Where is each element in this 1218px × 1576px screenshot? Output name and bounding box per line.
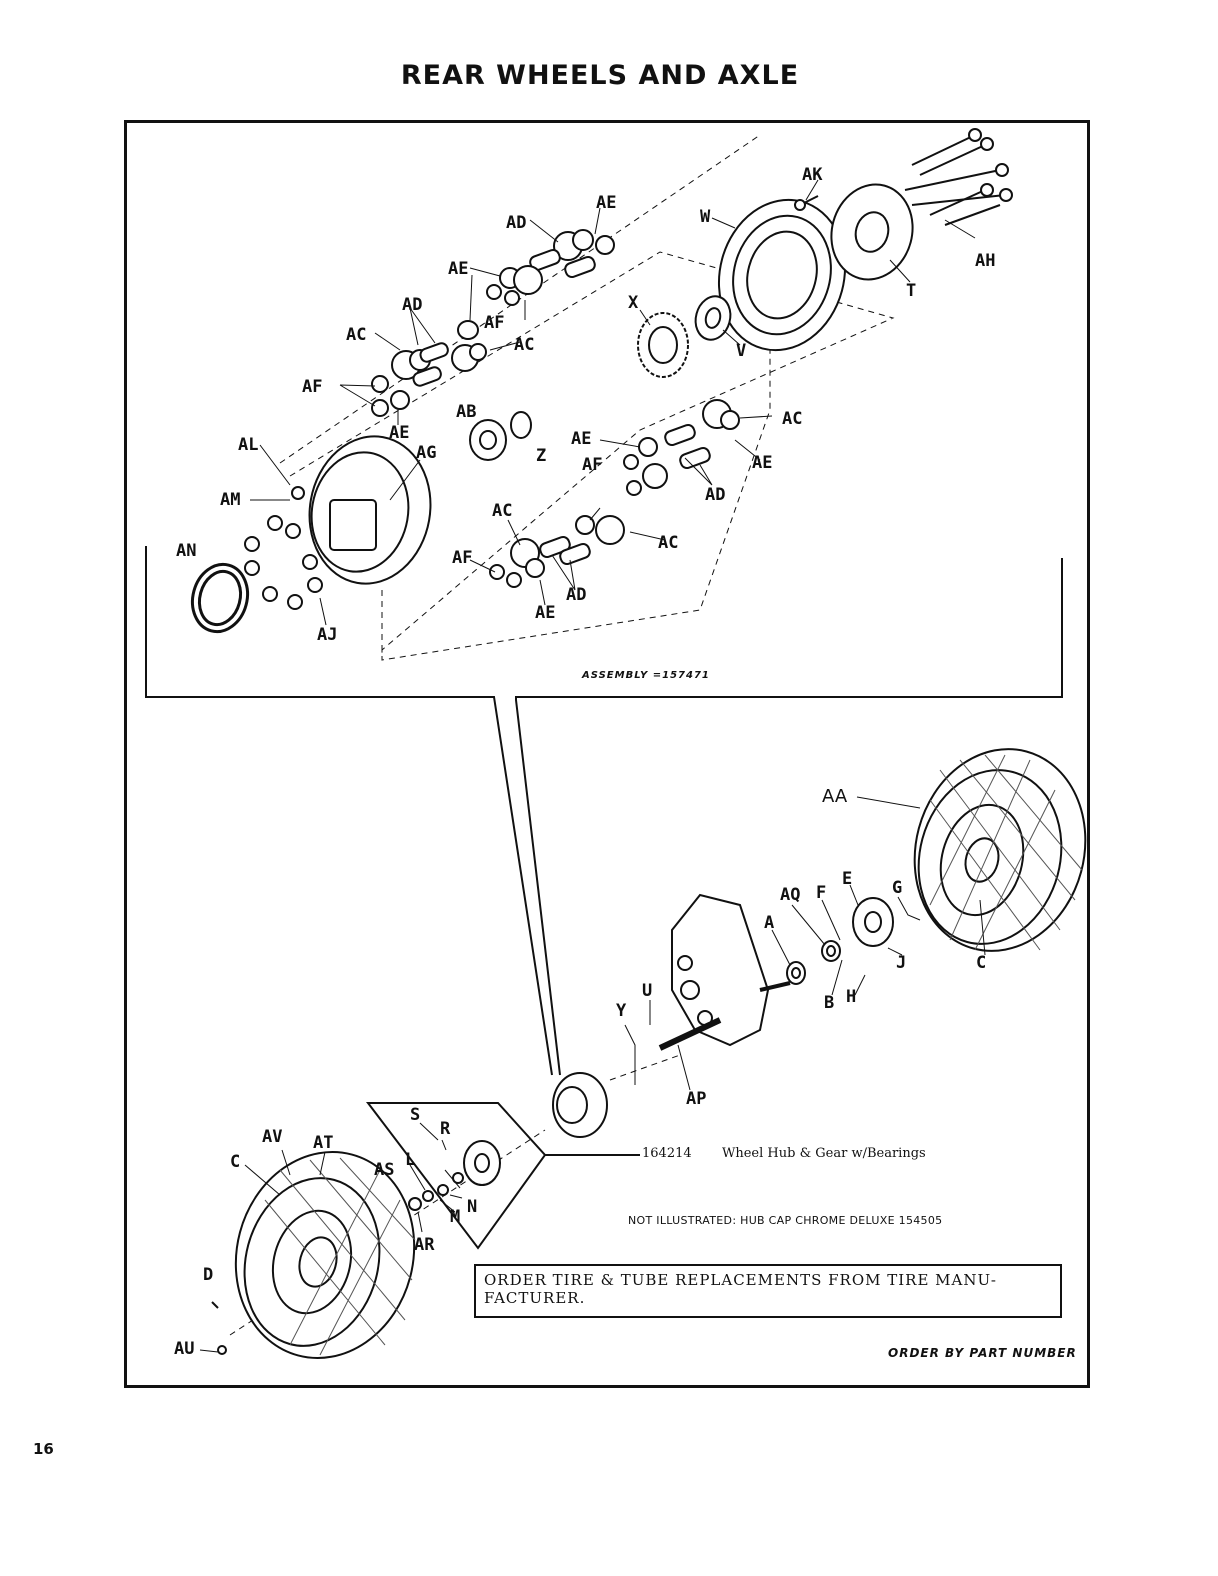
- label-af: AF: [452, 548, 473, 568]
- label-s: S: [410, 1105, 421, 1125]
- label-ac: AC: [782, 409, 803, 429]
- ring-z: [511, 412, 531, 438]
- washer-a: [787, 962, 805, 984]
- label-ap: AP: [686, 1089, 707, 1109]
- label-ac: AC: [492, 501, 513, 521]
- label-l: L: [405, 1150, 416, 1170]
- label-ae: AE: [535, 603, 556, 623]
- page-number: 16: [33, 1440, 54, 1458]
- label-f: F: [816, 883, 827, 903]
- wheel-hub-164214: [553, 1073, 607, 1137]
- order-by-note: ORDER BY PART NUMBER: [888, 1346, 1077, 1360]
- label-aj: AJ: [317, 625, 338, 645]
- label-c: C: [230, 1152, 241, 1172]
- label-ae: AE: [752, 453, 773, 473]
- tire-replacement-notice: ORDER TIRE & TUBE REPLACEMENTS FROM TIRE MANU-FACTURER.: [474, 1264, 1062, 1318]
- label-ae: AE: [448, 259, 469, 279]
- label-z: Z: [536, 446, 547, 466]
- label-ad: AD: [705, 485, 726, 505]
- label-b: B: [824, 993, 835, 1013]
- label-ac: AC: [658, 533, 679, 553]
- label-m: M: [450, 1207, 461, 1227]
- hub-e: [853, 898, 893, 946]
- page-title: REAR WHEELS AND AXLE: [400, 60, 800, 91]
- label-as: AS: [374, 1160, 395, 1180]
- label-d: D: [203, 1265, 214, 1285]
- assembly-label: ASSEMBLY =157471: [582, 670, 710, 681]
- label-av: AV: [262, 1127, 283, 1147]
- planet-gears-lower: [490, 400, 739, 587]
- label-aa: AA: [822, 786, 848, 807]
- not-illustrated-note: NOT ILLUSTRATED: HUB CAP CHROME DELUXE 154505: [628, 1214, 943, 1227]
- label-af: AF: [484, 313, 505, 333]
- label-ak: AK: [802, 165, 823, 185]
- washer-ab: [470, 420, 506, 460]
- label-h: H: [846, 987, 857, 1007]
- label-ae: AE: [389, 423, 410, 443]
- label-r: R: [440, 1119, 451, 1139]
- bolts-ah: [905, 129, 1012, 225]
- label-ar: AR: [414, 1235, 435, 1255]
- label-x: X: [628, 293, 639, 313]
- label-u: U: [642, 981, 653, 1001]
- label-n: N: [467, 1197, 478, 1217]
- label-au: AU: [174, 1339, 195, 1359]
- label-af: AF: [582, 455, 603, 475]
- hub-part-number: 164214: [642, 1146, 692, 1161]
- label-v: V: [736, 341, 747, 361]
- label-a: A: [764, 913, 775, 933]
- label-t: T: [906, 281, 917, 301]
- label-ac: AC: [346, 325, 367, 345]
- label-ac: AC: [514, 335, 535, 355]
- label-g: G: [892, 878, 903, 898]
- label-w: W: [700, 207, 711, 227]
- label-ae: AE: [596, 193, 617, 213]
- label-af: AF: [302, 377, 323, 397]
- label-ad: AD: [402, 295, 423, 315]
- label-at: AT: [313, 1133, 334, 1153]
- label-c: C: [976, 953, 987, 973]
- label-ag: AG: [416, 443, 437, 463]
- label-am: AM: [220, 490, 241, 510]
- label-an: AN: [176, 541, 197, 561]
- left-wheel-at: [213, 1132, 437, 1378]
- label-ah: AH: [975, 251, 996, 271]
- label-ab: AB: [456, 402, 477, 422]
- hub-description: Wheel Hub & Gear w/Bearings: [722, 1146, 926, 1161]
- label-ae: AE: [571, 429, 592, 449]
- label-j: J: [896, 953, 907, 973]
- label-al: AL: [238, 435, 259, 455]
- label-ad: AD: [506, 213, 527, 233]
- label-ad: AD: [566, 585, 587, 605]
- small-parts-left: [212, 1302, 226, 1354]
- label-e: E: [842, 869, 853, 889]
- label-y: Y: [616, 1001, 627, 1021]
- label-aq: AQ: [780, 885, 801, 905]
- sun-gear-x: [638, 313, 688, 377]
